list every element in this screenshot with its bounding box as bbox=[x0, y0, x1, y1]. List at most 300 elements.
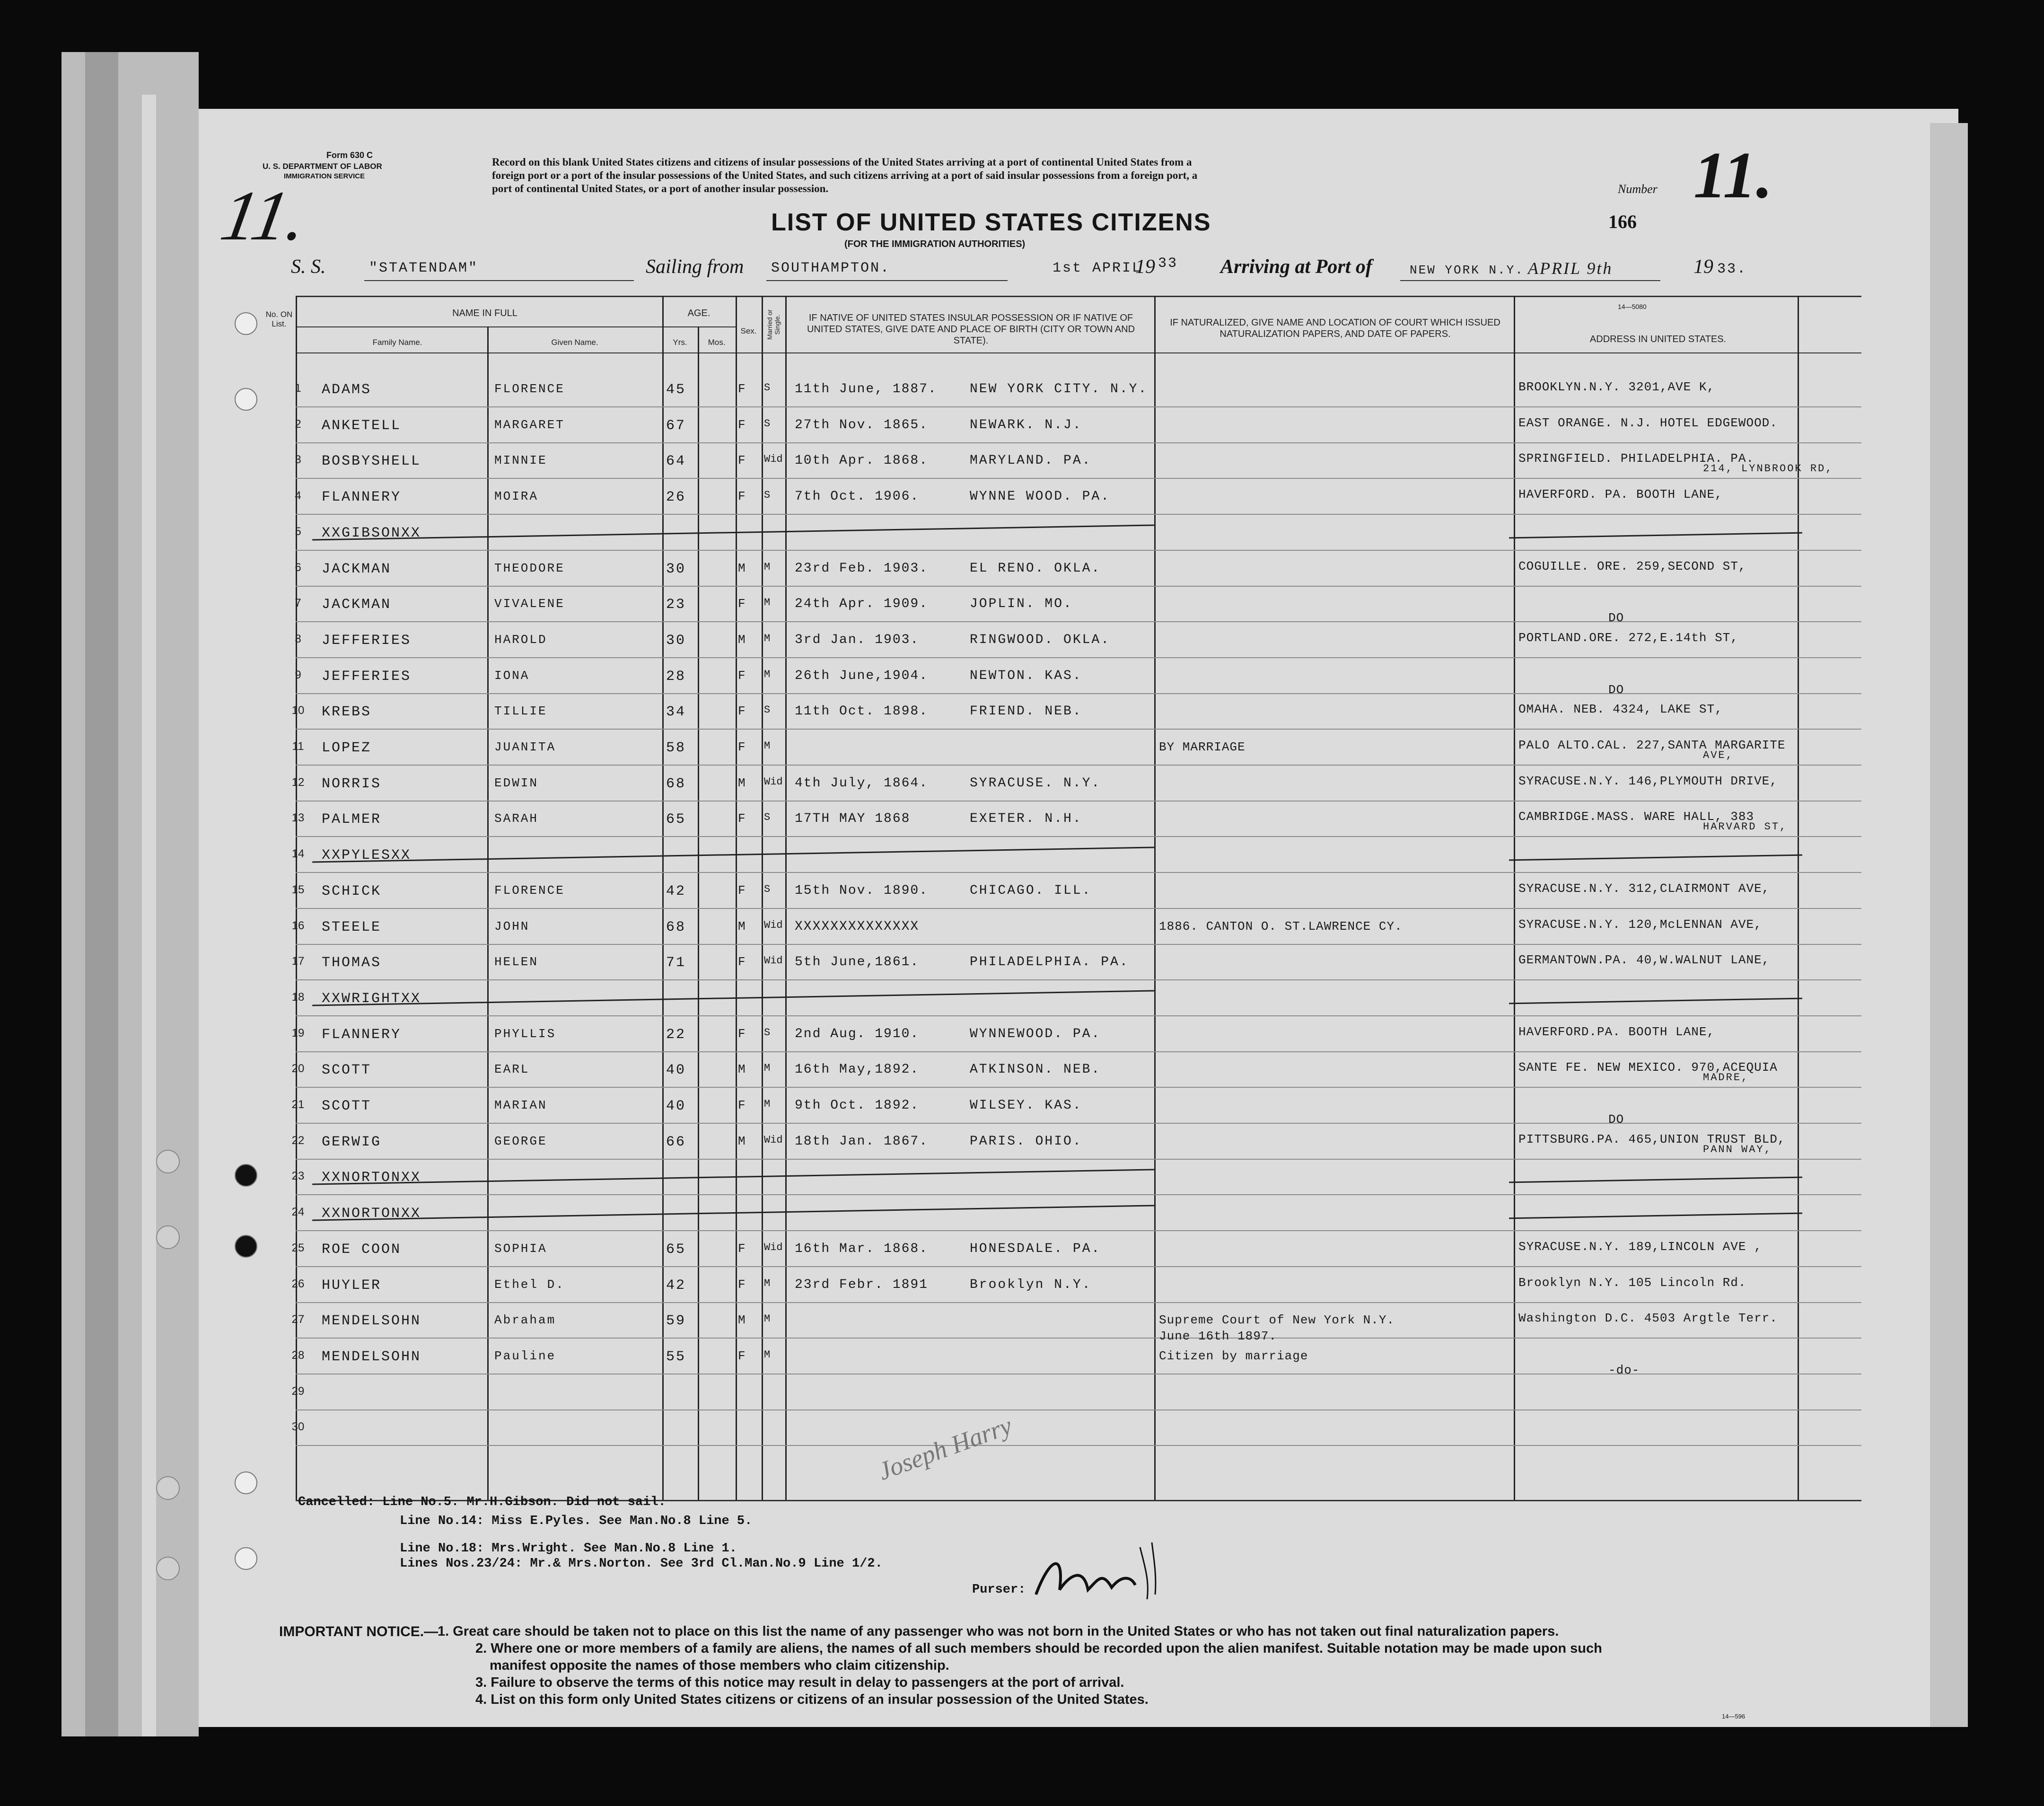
row-number: 29 bbox=[291, 1385, 305, 1398]
col-divider bbox=[762, 296, 763, 1500]
cell-ms: M bbox=[764, 1313, 771, 1325]
cell-yrs: 30 bbox=[666, 633, 686, 649]
cell-family: ADAMS bbox=[322, 382, 372, 398]
cell-given: HAROLD bbox=[494, 633, 547, 647]
cell-sex: F bbox=[738, 418, 747, 432]
row-rule bbox=[296, 478, 1861, 479]
cell-birth-date: 16th May,1892. bbox=[795, 1062, 920, 1077]
row-number: 23 bbox=[291, 1170, 305, 1182]
col-age-header: AGE. bbox=[687, 308, 711, 318]
cell-addr: OMAHA. NEB. 4324, LAKE ST, bbox=[1518, 702, 1723, 716]
cell-family: XXNORTONXX bbox=[322, 1206, 421, 1222]
cell-yrs: 26 bbox=[666, 489, 686, 505]
row-number: 18 bbox=[291, 991, 305, 1004]
cell-birth-date: 3rd Jan. 1903. bbox=[795, 633, 920, 647]
cell-given: SOPHIA bbox=[494, 1242, 547, 1256]
cell-family: SCOTT bbox=[322, 1098, 372, 1114]
cell-sex: M bbox=[738, 776, 747, 790]
row-number: 30 bbox=[291, 1420, 305, 1433]
cell-birth-place: ATKINSON. NEB. bbox=[970, 1062, 1101, 1077]
cell-ms: S bbox=[764, 704, 771, 716]
row-number: 15 bbox=[291, 883, 305, 896]
cell-addr: GERMANTOWN.PA. 40,W.WALNUT LANE, bbox=[1518, 953, 1770, 967]
cell-sex: F bbox=[738, 1277, 747, 1292]
sailing-underline bbox=[766, 280, 1008, 281]
cell-birth-date: 16th Mar. 1868. bbox=[795, 1242, 929, 1256]
cell-given: FLORENCE bbox=[494, 382, 565, 396]
page-title: LIST OF UNITED STATES CITIZENS bbox=[771, 209, 1211, 236]
row-rule bbox=[296, 836, 1861, 837]
cell-family: ANKETELL bbox=[322, 418, 402, 434]
notice-item: manifest opposite the names of those members who claim citizenship. bbox=[490, 1658, 949, 1673]
ss-label: S. S. bbox=[291, 256, 326, 278]
cell-addr: Washington D.C. 4503 Argtle Terr. bbox=[1518, 1311, 1778, 1325]
cell-family: XXPYLESXX bbox=[322, 847, 412, 863]
cell-sex: M bbox=[738, 1134, 747, 1148]
name-subheader-border bbox=[296, 326, 665, 327]
page-hole bbox=[235, 1164, 257, 1187]
form-number: Form 630 C bbox=[326, 150, 373, 160]
cell-yrs: 28 bbox=[666, 669, 686, 685]
cell-nat-line2: June 16th 1897. bbox=[1159, 1329, 1277, 1343]
cell-ms: Wid bbox=[764, 955, 783, 967]
sailing-label: Sailing from bbox=[646, 256, 744, 278]
cell-sex: F bbox=[738, 669, 747, 683]
cell-yrs: 65 bbox=[666, 1242, 686, 1258]
cell-family: KREBS bbox=[322, 704, 372, 720]
row-number: 3 bbox=[295, 453, 301, 466]
cell-ms: S bbox=[764, 418, 771, 430]
cell-addr: DO bbox=[1608, 611, 1624, 625]
cell-addr: SYRACUSE.N.Y. 146,PLYMOUTH DRIVE, bbox=[1518, 774, 1778, 788]
ship-underline bbox=[364, 280, 634, 281]
page-hole bbox=[235, 312, 257, 335]
cell-given: Abraham bbox=[494, 1313, 556, 1327]
row-number: 9 bbox=[295, 669, 301, 681]
year-prefix: 19 bbox=[1693, 256, 1713, 278]
service: IMMIGRATION SERVICE bbox=[284, 172, 365, 180]
cell-yrs: 68 bbox=[666, 919, 686, 935]
margin-mark: 11. bbox=[215, 176, 313, 255]
cell-given: Ethel D. bbox=[494, 1277, 565, 1292]
ship-name: "STATENDAM" bbox=[369, 260, 479, 276]
cell-birth-date: 27th Nov. 1865. bbox=[795, 418, 929, 432]
cell-yrs: 71 bbox=[666, 955, 686, 971]
cell-given: Pauline bbox=[494, 1349, 556, 1363]
cell-birth-place: Brooklyn N.Y. bbox=[970, 1277, 1092, 1292]
cell-yrs: 42 bbox=[666, 1277, 686, 1294]
cell-given: TILLIE bbox=[494, 704, 547, 718]
cell-addr: SYRACUSE.N.Y. 312,CLAIRMONT AVE, bbox=[1518, 881, 1770, 896]
notice-item: 3. Failure to observe the terms of this notice may result in delay to passengers at the port of arrival. bbox=[475, 1675, 1124, 1690]
cell-family: ROE COON bbox=[322, 1242, 402, 1258]
cell-given: MOIRA bbox=[494, 489, 539, 503]
cell-ms: S bbox=[764, 883, 771, 895]
cell-ms: M bbox=[764, 740, 771, 752]
cell-yrs: 30 bbox=[666, 561, 686, 577]
cell-sex: F bbox=[738, 740, 747, 754]
cell-ms: Wid bbox=[764, 453, 783, 465]
row-number: 1 bbox=[295, 382, 301, 395]
cancellation-line: Line No.14: Miss E.Pyles. See Man.No.8 Line 5. bbox=[400, 1514, 753, 1528]
cell-addr: SPRINGFIELD. PHILADELPHIA. PA. bbox=[1518, 451, 1755, 466]
table-top-border bbox=[296, 296, 1861, 297]
cell-sex: F bbox=[738, 1242, 747, 1256]
cell-family: PALMER bbox=[322, 811, 382, 828]
cell-birth-place: EL RENO. OKLA. bbox=[970, 561, 1101, 576]
cell-family: GERWIG bbox=[322, 1134, 382, 1150]
cell-birth-place: NEWTON. KAS. bbox=[970, 669, 1082, 683]
col-divider bbox=[785, 296, 787, 1500]
cell-yrs: 40 bbox=[666, 1098, 686, 1114]
notice-item: 1. Great care should be taken not to place on this list the name of any passenger who was not born in the United States or who has not taken out final naturalization papers. bbox=[438, 1624, 1559, 1639]
row-rule bbox=[296, 406, 1861, 407]
row-rule bbox=[296, 1302, 1861, 1303]
cell-sex: M bbox=[738, 919, 747, 934]
cell-ms: M bbox=[764, 1098, 771, 1110]
cell-given: MARIAN bbox=[494, 1098, 547, 1112]
cell-addr: DO bbox=[1608, 683, 1624, 697]
row-number: 27 bbox=[291, 1313, 305, 1326]
cell-birth-date: XXXXXXXXXXXXXX bbox=[795, 919, 920, 934]
row-number: 7 bbox=[295, 597, 301, 609]
cell-yrs: 45 bbox=[666, 382, 686, 398]
cell-addr: SANTE FE. NEW MEXICO. 970,ACEQUIA bbox=[1518, 1060, 1778, 1075]
row-number: 17 bbox=[291, 955, 305, 968]
cell-given: MINNIE bbox=[494, 453, 547, 467]
cell-sex: F bbox=[738, 489, 747, 503]
row-number: 20 bbox=[291, 1062, 305, 1075]
cell-given: EARL bbox=[494, 1062, 530, 1076]
cell-given: VIVALENE bbox=[494, 597, 565, 611]
row-rule bbox=[296, 1230, 1861, 1231]
row-rule bbox=[296, 729, 1861, 730]
cell-sex: F bbox=[738, 1349, 747, 1363]
binder-hole bbox=[156, 1557, 180, 1580]
cell-family: BOSBYSHELL bbox=[322, 453, 421, 469]
row-rule bbox=[296, 1087, 1861, 1088]
cell-yrs: 22 bbox=[666, 1027, 686, 1043]
page-hole bbox=[235, 1235, 257, 1258]
cell-addr-line2: MADRE, bbox=[1703, 1072, 1749, 1084]
cell-family: SCHICK bbox=[322, 883, 382, 899]
row-number: 6 bbox=[295, 561, 301, 574]
cell-yrs: 68 bbox=[666, 776, 686, 792]
cell-birth-date: 23rd Feb. 1903. bbox=[795, 561, 929, 576]
instruction-line: foreign port or a port of the insular possessions of the United States, and such citizens arriving at a port of said insular possessions from a foreign port, a bbox=[492, 169, 1198, 181]
cell-ms: Wid bbox=[764, 1134, 783, 1146]
cell-birth-date: 11th June, 1887. bbox=[795, 382, 937, 396]
cell-addr: COGUILLE. ORE. 259,SECOND ST, bbox=[1518, 559, 1746, 573]
cell-addr: PITTSBURG.PA. 465,UNION TRUST BLD, bbox=[1518, 1132, 1786, 1146]
cell-nat: 1886. CANTON O. ST.LAWRENCE CY. bbox=[1159, 919, 1403, 934]
cell-given: GEORGE bbox=[494, 1134, 547, 1148]
row-number: 11 bbox=[292, 740, 304, 753]
col-yrs-header: Yrs. bbox=[673, 338, 687, 347]
row-rule bbox=[296, 514, 1861, 515]
footer-code: 14—596 bbox=[1722, 1713, 1746, 1720]
cell-family: XXWRIGHTXX bbox=[322, 991, 421, 1007]
arrival-port: NEW YORK N.Y. bbox=[1410, 263, 1524, 277]
row-rule bbox=[296, 550, 1861, 551]
row-number: 8 bbox=[295, 633, 301, 645]
cell-sex: F bbox=[738, 811, 747, 826]
purser-label: Purser: bbox=[972, 1583, 1026, 1597]
cancellation-line: Lines Nos.23/24: Mr.& Mrs.Norton. See 3rd Cl.Man.No.9 Line 1/2. bbox=[400, 1557, 883, 1571]
row-number: 13 bbox=[291, 811, 305, 824]
row-number: 5 bbox=[295, 525, 301, 538]
page-code: 166 bbox=[1608, 211, 1637, 232]
sailing-year: 33 bbox=[1158, 255, 1178, 272]
cell-ms: M bbox=[764, 561, 771, 573]
cell-ms: M bbox=[764, 633, 771, 644]
cell-given: EDWIN bbox=[494, 776, 539, 790]
cell-given: THEODORE bbox=[494, 561, 565, 575]
cell-birth-date: 10th Apr. 1868. bbox=[795, 453, 929, 468]
cell-sex: F bbox=[738, 1027, 747, 1041]
cell-birth-date: 17TH MAY 1868 bbox=[795, 811, 911, 826]
col-divider bbox=[662, 296, 664, 1500]
row-rule bbox=[296, 657, 1861, 658]
col-divider bbox=[1798, 296, 1799, 1500]
cell-birth-date: 4th July, 1864. bbox=[795, 776, 929, 791]
col-given-header: Given Name. bbox=[551, 338, 598, 347]
page-edge bbox=[1930, 123, 1968, 1727]
row-rule bbox=[296, 1051, 1861, 1052]
cell-sex: F bbox=[738, 704, 747, 718]
cell-birth-place: SYRACUSE. N.Y. bbox=[970, 776, 1101, 791]
col-married-header: Married or Single. bbox=[766, 309, 781, 340]
cell-given: SARAH bbox=[494, 811, 539, 826]
sailing-port: SOUTHAMPTON. bbox=[771, 260, 891, 276]
cell-birth-place: FRIEND. NEB. bbox=[970, 704, 1082, 719]
cell-family: JACKMAN bbox=[322, 561, 392, 577]
row-rule bbox=[296, 1445, 1861, 1446]
cell-family: JEFFERIES bbox=[322, 633, 412, 649]
cell-sex: F bbox=[738, 1098, 747, 1112]
sailing-date: 1st APRIL bbox=[1053, 260, 1142, 276]
cell-addr: CAMBRIDGE.MASS. WARE HALL, 383 bbox=[1518, 810, 1755, 824]
cell-family: STEELE bbox=[322, 919, 382, 935]
row-number: 28 bbox=[291, 1349, 305, 1362]
cell-birth-place: HONESDALE. PA. bbox=[970, 1242, 1101, 1256]
cell-addr: HAVERFORD. PA. BOOTH LANE, bbox=[1518, 487, 1723, 502]
cell-ms: S bbox=[764, 382, 771, 394]
page-subtitle: (FOR THE IMMIGRATION AUTHORITIES) bbox=[844, 239, 1026, 249]
cell-addr: PORTLAND.ORE. 272,E.14th ST, bbox=[1518, 631, 1738, 645]
binder-strip bbox=[85, 52, 118, 1736]
cell-ms: Wid bbox=[764, 776, 783, 788]
cell-given: FLORENCE bbox=[494, 883, 565, 898]
cell-family: LOPEZ bbox=[322, 740, 372, 756]
cell-birth-place: PARIS. OHIO. bbox=[970, 1134, 1082, 1149]
cell-given: HELEN bbox=[494, 955, 539, 969]
instruction-line: port of continental United States, or a port of another insular possession. bbox=[492, 183, 829, 194]
cell-birth-place: RINGWOOD. OKLA. bbox=[970, 633, 1111, 647]
cell-ms: Wid bbox=[764, 919, 783, 931]
cell-birth-date: 2nd Aug. 1910. bbox=[795, 1027, 920, 1041]
row-rule bbox=[296, 1015, 1861, 1016]
cell-birth-date: 23rd Febr. 1891 bbox=[795, 1277, 929, 1292]
row-number: 21 bbox=[291, 1098, 305, 1111]
cell-birth-date: 9th Oct. 1892. bbox=[795, 1098, 920, 1113]
cell-sex: M bbox=[738, 561, 747, 575]
row-rule bbox=[296, 872, 1861, 873]
cell-ms: S bbox=[764, 1027, 771, 1039]
col-divider bbox=[736, 296, 737, 1500]
cell-addr: SYRACUSE.N.Y. 189,LINCOLN AVE , bbox=[1518, 1240, 1762, 1254]
col-divider bbox=[698, 326, 699, 1500]
cell-ms: S bbox=[764, 811, 771, 823]
cell-family: MENDELSOHN bbox=[322, 1349, 421, 1365]
arrival-underline bbox=[1400, 280, 1660, 281]
cell-ms: Wid bbox=[764, 1242, 783, 1253]
row-number: 4 bbox=[295, 489, 301, 502]
cell-birth-date: 18th Jan. 1867. bbox=[795, 1134, 929, 1149]
cell-birth-place: PHILADELPHIA. PA. bbox=[970, 955, 1129, 969]
row-number: 24 bbox=[291, 1206, 305, 1218]
table-header-border bbox=[296, 352, 1861, 353]
cell-birth-place: EXETER. N.H. bbox=[970, 811, 1082, 826]
cell-family: NORRIS bbox=[322, 776, 382, 792]
cell-family: XXGIBSONXX bbox=[322, 525, 421, 541]
row-number: 2 bbox=[295, 418, 301, 431]
year-prefix: 19 bbox=[1135, 256, 1155, 278]
cell-family: SCOTT bbox=[322, 1062, 372, 1078]
cell-addr: SYRACUSE.N.Y. 120,McLENNAN AVE, bbox=[1518, 917, 1762, 932]
cell-birth-place: NEW YORK CITY. N.Y. bbox=[970, 382, 1148, 396]
cell-family: FLANNERY bbox=[322, 489, 402, 505]
cell-yrs: 59 bbox=[666, 1313, 686, 1329]
cell-ms: M bbox=[764, 1277, 771, 1289]
cell-sex: M bbox=[738, 1313, 747, 1327]
row-rule bbox=[296, 908, 1861, 909]
cell-yrs: 67 bbox=[666, 418, 686, 434]
cell-yrs: 34 bbox=[666, 704, 686, 720]
row-number: 19 bbox=[291, 1027, 305, 1040]
cell-birth-place: WILSEY. KAS. bbox=[970, 1098, 1082, 1113]
cell-birth-date: 15th Nov. 1890. bbox=[795, 883, 929, 898]
row-rule bbox=[296, 944, 1861, 945]
cell-birth-date: 7th Oct. 1906. bbox=[795, 489, 920, 504]
col-birth-header: IF NATIVE OF UNITED STATES INSULAR POSSESSION OR IF NATIVE OF UNITED STATES, GIVE DATE AND PLACE OF BIRTH (CITY OR TOWN AND STATE). bbox=[807, 313, 1135, 346]
cell-addr-line2: 214, LYNBROOK RD, bbox=[1703, 463, 1833, 475]
cell-ms: M bbox=[764, 597, 771, 608]
page-hole bbox=[235, 1547, 257, 1570]
binder-hole bbox=[156, 1476, 180, 1500]
cancellation-line: Line No.18: Mrs.Wright. See Man.No.8 Line 1. bbox=[400, 1542, 737, 1556]
number-value: 11. bbox=[1693, 139, 1773, 212]
cell-yrs: 66 bbox=[666, 1134, 686, 1150]
col-address-header: ADDRESS IN UNITED STATES. bbox=[1589, 334, 1727, 344]
cell-birth-date: 11th Oct. 1898. bbox=[795, 704, 929, 719]
cell-addr: BROOKLYN.N.Y. 3201,AVE K, bbox=[1518, 380, 1715, 394]
number-label: Number bbox=[1618, 182, 1658, 196]
cell-birth-date: 5th June,1861. bbox=[795, 955, 920, 969]
row-number: 14 bbox=[291, 847, 305, 860]
notice-item: 2. Where one or more members of a family are aliens, the names of all such members should be recorded upon the alien manifest. Suitable notation may be made upon such bbox=[475, 1641, 1602, 1656]
row-rule bbox=[296, 621, 1861, 622]
cell-ms: M bbox=[764, 1349, 771, 1361]
row-number: 25 bbox=[291, 1242, 305, 1254]
cell-addr: Brooklyn N.Y. 105 Lincoln Rd. bbox=[1518, 1276, 1746, 1290]
page-hole bbox=[235, 1471, 257, 1494]
cell-family: JEFFERIES bbox=[322, 669, 412, 685]
col-mos-header: Mos. bbox=[708, 338, 726, 347]
cell-family: MENDELSOHN bbox=[322, 1313, 421, 1329]
binder-hole bbox=[156, 1150, 180, 1173]
cell-addr-line2: HARVARD ST, bbox=[1703, 821, 1788, 833]
notice-heading: IMPORTANT NOTICE.— bbox=[279, 1624, 439, 1639]
cancellation-line: Cancelled: Line No.5. Mr.H.Gibson. Did not sail. bbox=[298, 1495, 666, 1509]
cell-addr: -do- bbox=[1608, 1363, 1640, 1377]
row-rule bbox=[296, 801, 1861, 802]
cell-family: JACKMAN bbox=[322, 597, 392, 613]
inspector-note: Joseph Harry bbox=[874, 1411, 1016, 1486]
row-rule bbox=[296, 1123, 1861, 1124]
cell-birth-place: JOPLIN. MO. bbox=[970, 597, 1073, 611]
cell-birth-place: CHICAGO. ILL. bbox=[970, 883, 1092, 898]
row-number: 26 bbox=[291, 1277, 305, 1290]
cell-family: FLANNERY bbox=[322, 1027, 402, 1043]
cell-birth-place: MARYLAND. PA. bbox=[970, 453, 1092, 468]
cell-nat: Supreme Court of New York N.Y. bbox=[1159, 1313, 1395, 1327]
binder-hole bbox=[156, 1225, 180, 1249]
cell-given: MARGARET bbox=[494, 418, 565, 432]
cell-yrs: 65 bbox=[666, 811, 686, 828]
row-rule bbox=[296, 1338, 1861, 1339]
cell-birth-date: 24th Apr. 1909. bbox=[795, 597, 929, 611]
cell-given: IONA bbox=[494, 669, 530, 683]
arriving-label: Arriving at Port of bbox=[1220, 256, 1372, 278]
cell-addr-line2: PANN WAY, bbox=[1703, 1144, 1772, 1155]
cell-birth-date: 26th June,1904. bbox=[795, 669, 929, 683]
cell-yrs: 64 bbox=[666, 453, 686, 469]
cell-sex: F bbox=[738, 883, 747, 898]
cell-sex: F bbox=[738, 955, 747, 969]
department: U. S. DEPARTMENT OF LABOR bbox=[263, 162, 382, 171]
row-number: 12 bbox=[291, 776, 305, 789]
row-rule bbox=[296, 765, 1861, 766]
col-divider bbox=[1154, 296, 1156, 1500]
cell-yrs: 55 bbox=[666, 1349, 686, 1365]
row-number: 22 bbox=[291, 1134, 305, 1147]
cell-family: HUYLER bbox=[322, 1277, 382, 1294]
cell-addr-line2: AVE, bbox=[1703, 749, 1734, 761]
col-name-header: NAME IN FULL bbox=[452, 308, 518, 318]
cell-yrs: 23 bbox=[666, 597, 686, 613]
cell-addr: HAVERFORD.PA. BOOTH LANE, bbox=[1518, 1025, 1715, 1039]
cell-ms: M bbox=[764, 669, 771, 680]
cell-addr: DO bbox=[1608, 1112, 1624, 1127]
purser-signature bbox=[1031, 1538, 1183, 1613]
cell-sex: F bbox=[738, 453, 747, 467]
cell-ms: M bbox=[764, 1062, 771, 1074]
cell-addr: EAST ORANGE. N.J. HOTEL EDGEWOOD. bbox=[1518, 416, 1778, 430]
cell-given: JOHN bbox=[494, 919, 530, 934]
row-number: 10 bbox=[291, 704, 305, 717]
row-rule bbox=[296, 693, 1861, 694]
cell-sex: M bbox=[738, 1062, 747, 1076]
row-rule bbox=[296, 1266, 1861, 1267]
cell-given: PHYLLIS bbox=[494, 1027, 556, 1041]
cell-addr: PALO ALTO.CAL. 227,SANTA MARGARITE bbox=[1518, 738, 1786, 752]
col-divider bbox=[1514, 296, 1515, 1500]
notice-item: 4. List on this form only United States citizens or citizens of an insular possession of the United States. bbox=[475, 1692, 1149, 1707]
cell-sex: M bbox=[738, 633, 747, 647]
row-rule bbox=[296, 1194, 1861, 1195]
arrival-date: APRIL 9th bbox=[1528, 259, 1613, 278]
